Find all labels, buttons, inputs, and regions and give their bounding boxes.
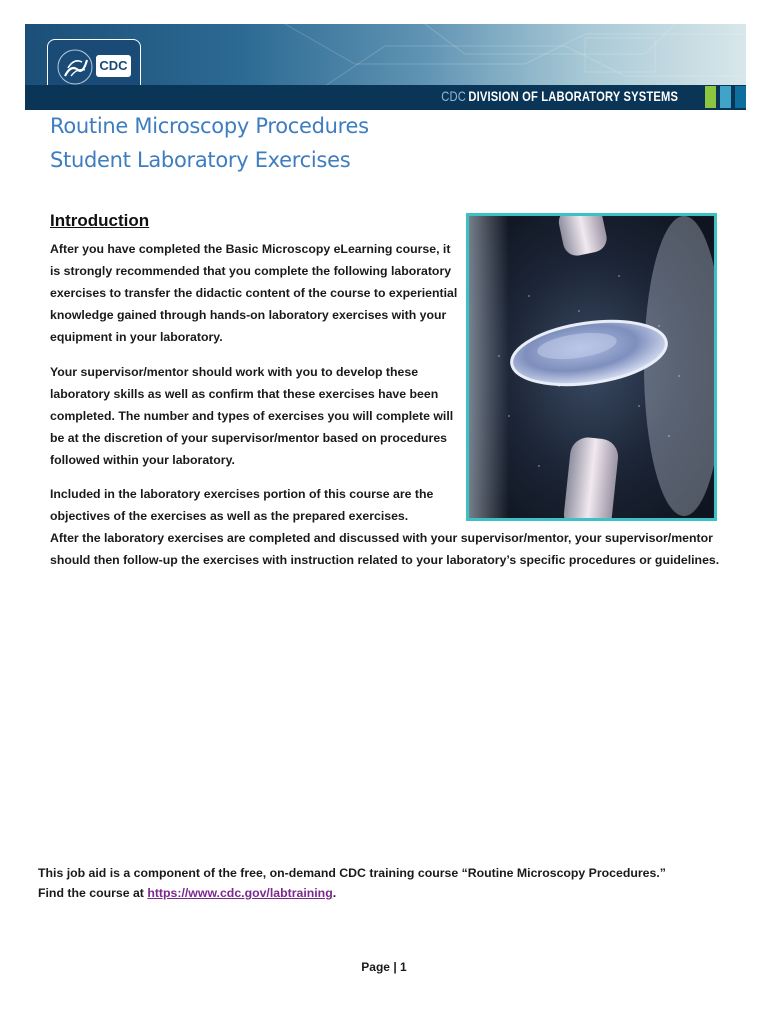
- find-course-prefix: Find the course at: [38, 886, 148, 900]
- document-title-line2: Student Laboratory Exercises: [50, 148, 351, 172]
- intro-paragraph-3: Included in the laboratory exercises portion of this course are the objectives of the exercises as well as the prepared exercises.: [50, 487, 434, 523]
- division-label: [441, 88, 678, 104]
- labtraining-link[interactable]: https://www.cdc.gov/labtraining: [147, 886, 333, 900]
- intro-paragraph-1: After you have completed the Basic Microscopy eLearning course, it is strongly recommended that you complete the following laboratory exercises to transfer the didactic content of the course to experiential knowledge gained through hands-on laboratory exercises with your equipment in your laboratory.: [50, 242, 458, 344]
- green-swatch: [705, 86, 716, 108]
- document-title-line1: Routine Microscopy Procedures: [50, 114, 369, 138]
- intro-paragraph-4: After the laboratory exercises are completed and discussed with your supervisor/mentor, your supervisor/mentor should then follow-up the exercises with instruction related to your laboratory’s specific procedures or guidelines.: [50, 531, 720, 567]
- header-banner: [25, 24, 746, 110]
- cdc-logo-text: CDC: [96, 55, 131, 77]
- footer-note-line1: This job aid is a component of the free, on-demand CDC training course “Routine Microscopy Procedures.”: [38, 866, 666, 880]
- intro-paragraph-2: Your supervisor/mentor should work with you to develop these laboratory skills as well as confirm that these exercises have been completed. The number and types of exercises you will complete will be at the discretion of your supervisor/mentor based on procedures followed within your laboratory.: [50, 365, 454, 467]
- blue-swatch: [720, 86, 731, 108]
- darkblue-swatch: [735, 86, 746, 108]
- find-course-suffix: .: [332, 886, 337, 900]
- division-name: DIVISION OF LABORATORY SYSTEMS: [468, 88, 678, 104]
- division-prefix: CDC: [441, 88, 466, 104]
- microscope-slide-photo-icon: [469, 216, 714, 518]
- microscope-slide-photo: [466, 213, 717, 521]
- division-bar: [25, 85, 746, 110]
- footer-note: [38, 863, 738, 903]
- hhs-seal-icon: [56, 46, 94, 88]
- introduction-heading: Introduction: [50, 211, 150, 230]
- page-number: Page | 1: [361, 960, 407, 974]
